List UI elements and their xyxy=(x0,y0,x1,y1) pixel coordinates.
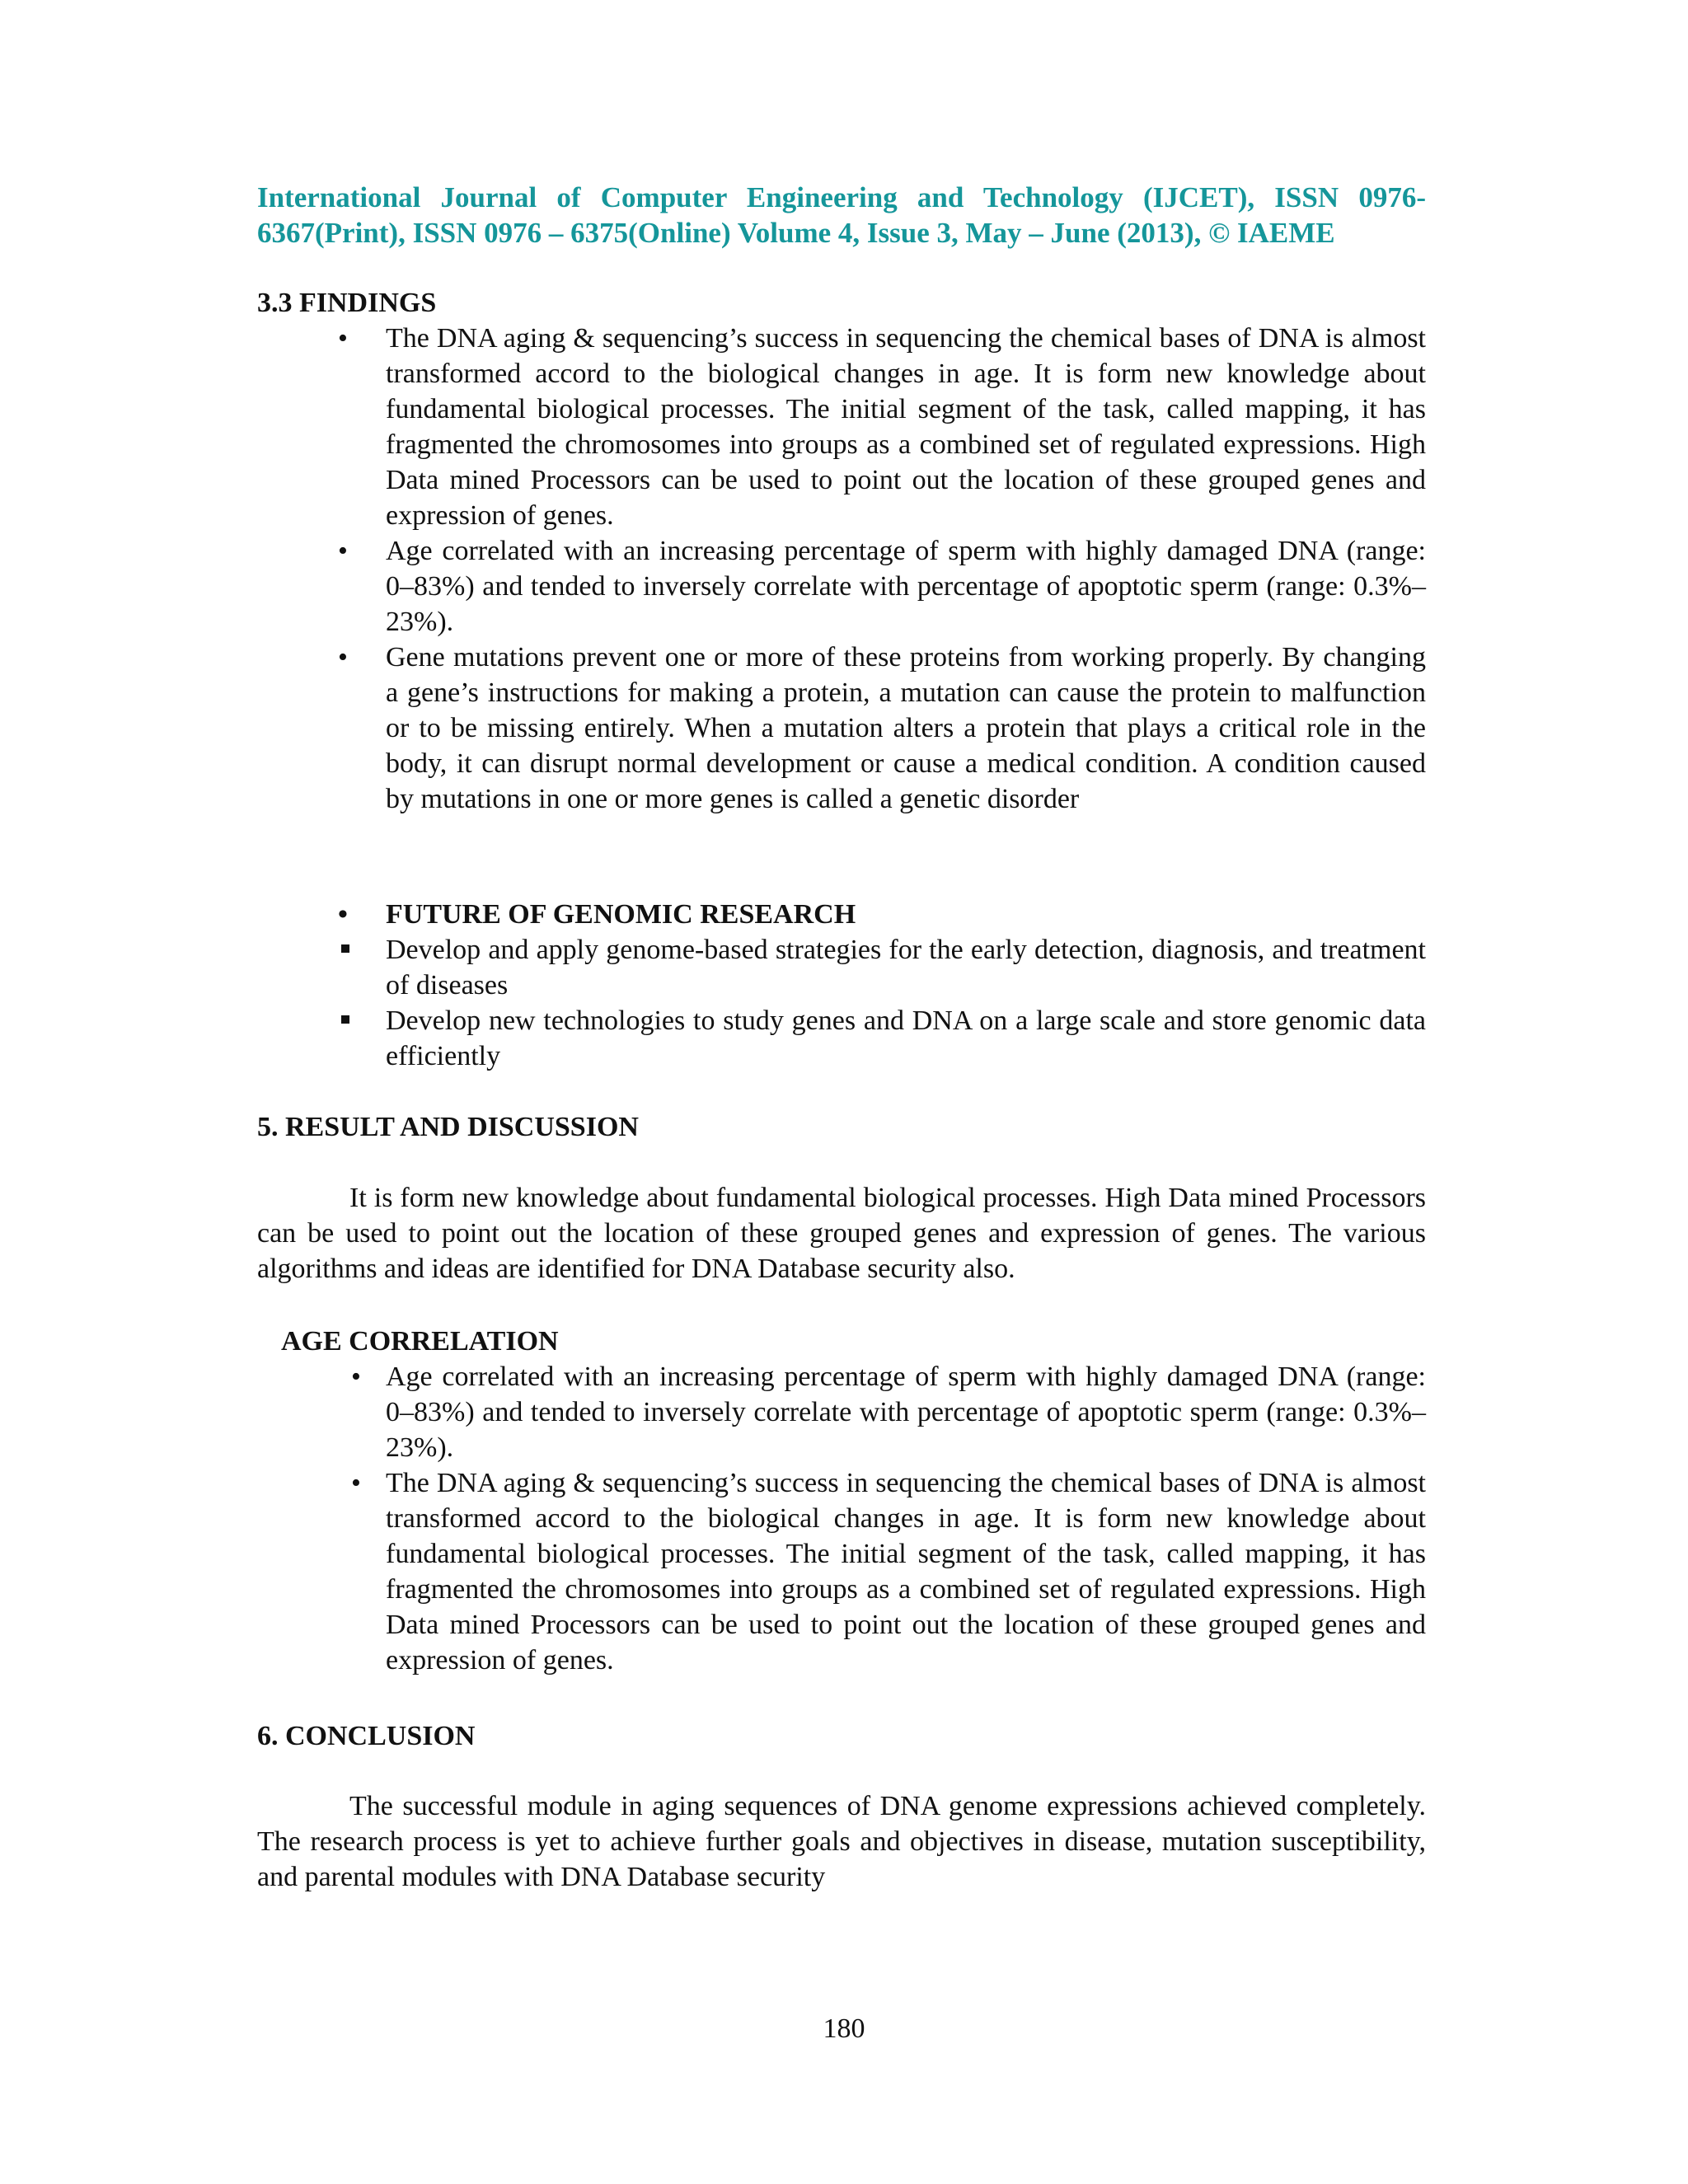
findings-bullet-2: • Age correlated with an increasing percentage of sperm with highly damaged DNA (range: 0–83%) and tended to inversely correlate with percentage of apoptotic sperm (range: 0.3%–23%). xyxy=(257,533,1426,640)
findings-list xyxy=(257,321,1426,817)
journal-header xyxy=(257,180,1426,251)
age-list xyxy=(257,1359,1426,1678)
future-list xyxy=(257,932,1426,1074)
journal-header-line-2: 6367(Print), ISSN 0976 – 6375(Online) Volume 4, Issue 3, May – June (2013), © IAEME xyxy=(257,217,1335,249)
future-heading-list xyxy=(257,897,1426,932)
findings-heading: 3.3 FINDINGS xyxy=(257,288,437,318)
page-number: 180 xyxy=(823,2013,865,2044)
conclusion-paragraph: The successful module in aging sequences of DNA genome expressions achieved completely. The research process is yet to achieve further goals and objectives in disease, mutation susceptibility, and parental modules with DNA Database security xyxy=(257,1791,1426,1892)
age-heading: AGE CORRELATION xyxy=(281,1326,559,1357)
future-item-1: Develop and apply genome-based strategies for the early detection, diagnosis, and treatment of diseases xyxy=(257,932,1426,1003)
result-heading: 5. RESULT AND DISCUSSION xyxy=(257,1112,639,1142)
findings-bullet-3: • Gene mutations prevent one or more of these proteins from working properly. By changing a gene’s instructions for making a protein, a mutation can cause the protein to malfunction or to be missing entirely. When a mutation alters a protein that plays a critical role in the body, it can disrupt normal development or cause a medical condition. A condition caused by mutations in one or more genes is called a genetic disorder xyxy=(257,640,1426,817)
age-bullet-1: • Age correlated with an increasing percentage of sperm with highly damaged DNA (range: 0–83%) and tended to inversely correlate with percentage of apoptotic sperm (range: 0.3%–23%). xyxy=(257,1359,1426,1465)
findings-bullet-1: • The DNA aging & sequencing’s success in sequencing the chemical bases of DNA is almost transformed accord to the biological changes in age. It is form new knowledge about fundamental biological processes. The initial segment of the task, called mapping, it has fragmented the chromosomes into groups as a combined set of regulated expressions. High Data mined Processors can be used to point out the location of these grouped genes and expression of genes. xyxy=(257,321,1426,533)
future-heading: • FUTURE OF GENOMIC RESEARCH xyxy=(257,897,1426,932)
conclusion-heading: 6. CONCLUSION xyxy=(257,1721,476,1751)
age-bullet-2: • The DNA aging & sequencing’s success in sequencing the chemical bases of DNA is almost transformed accord to the biological changes in age. It is form new knowledge about fundamental biological processes. The initial segment of the task, called mapping, it has fragmented the chromosomes into groups as a combined set of regulated expressions. High Data mined Processors can be used to point out the location of these grouped genes and expression of genes. xyxy=(257,1465,1426,1678)
journal-header-line-1: International Journal of Computer Engineering and Technology (IJCET), ISSN 0976- xyxy=(257,181,1426,213)
result-paragraph: It is form new knowledge about fundamental biological processes. High Data mined Processors can be used to point out the location of these grouped genes and expression of genes. The various algorithms and ideas are identified for DNA Database security also. xyxy=(257,1183,1426,1284)
future-item-2: Develop new technologies to study genes and DNA on a large scale and store genomic data efficiently xyxy=(257,1003,1426,1074)
